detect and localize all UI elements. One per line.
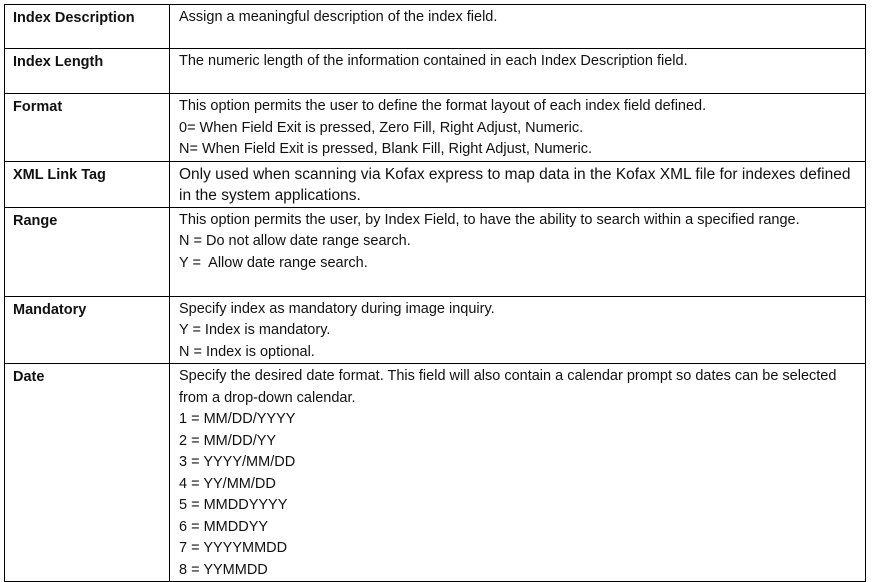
description-line: Specify index as mandatory during image inquiry. xyxy=(179,300,495,317)
field-label: Date xyxy=(5,364,170,582)
description-line: Specify the desired date format. This field will also contain a calendar prompt so dates can be selected from a drop-down calendar. xyxy=(179,368,841,406)
table-row-range xyxy=(5,207,866,296)
description-line: The numeric length of the information contained in each Index Description field. xyxy=(179,53,688,69)
field-label: XML Link Tag xyxy=(5,161,170,207)
field-description xyxy=(170,5,866,49)
option-line: Y = Index is mandatory. xyxy=(179,322,331,338)
description-line: Assign a meaningful description of the index field. xyxy=(179,9,498,25)
field-label: Index Length xyxy=(5,49,170,94)
date-format-option: 7 = YYYYMMDD xyxy=(179,540,288,556)
option-line: N = Index is optional. xyxy=(179,343,315,360)
table-row-index-description xyxy=(5,5,866,49)
option-line: N = Do not allow date range search. xyxy=(179,233,411,249)
date-format-option: 5 = MMDDYYYY xyxy=(179,497,288,513)
description-line: This option permits the user to define the format layout of each index field defined. xyxy=(179,98,707,114)
date-format-option: 8 = YYMMDD xyxy=(179,561,268,578)
field-description xyxy=(170,49,866,94)
field-description xyxy=(170,296,866,364)
field-label: Range xyxy=(5,207,170,296)
option-line: Y = Allow date range search. xyxy=(179,254,368,271)
option-line: N= When Field Exit is pressed, Blank Fill, Right Adjust, Numeric. xyxy=(179,141,592,157)
field-description xyxy=(170,207,866,296)
date-format-option: 2 = MM/DD/YY xyxy=(179,432,277,449)
date-format-option: 6 = MMDDYY xyxy=(179,518,269,535)
field-label: Mandatory xyxy=(5,296,170,364)
field-description xyxy=(170,94,866,162)
option-line: 0= When Field Exit is pressed, Zero Fill, Right Adjust, Numeric. xyxy=(179,119,584,136)
field-label: Index Description xyxy=(5,5,170,49)
field-label: Format xyxy=(5,94,170,162)
date-format-option: 4 = YY/MM/DD xyxy=(179,475,276,492)
description-line: This option permits the user, by Index Field, to have the ability to search within a specified range. xyxy=(179,211,800,228)
date-format-option: 1 = MM/DD/YYYY xyxy=(179,411,296,427)
table-row-index-length xyxy=(5,49,866,94)
table-row-date xyxy=(5,364,866,582)
table-row-format xyxy=(5,94,866,162)
index-field-definitions-table xyxy=(4,4,866,582)
description-line: Only used when scanning via Kofax express to map data in the Kofax XML file for indexes defined in the system applications. xyxy=(179,165,855,204)
field-description xyxy=(170,161,866,207)
table-row-mandatory xyxy=(5,296,866,364)
date-format-option: 3 = YYYY/MM/DD xyxy=(179,454,296,470)
field-description xyxy=(170,364,866,582)
table-row-xml-link-tag xyxy=(5,161,866,207)
